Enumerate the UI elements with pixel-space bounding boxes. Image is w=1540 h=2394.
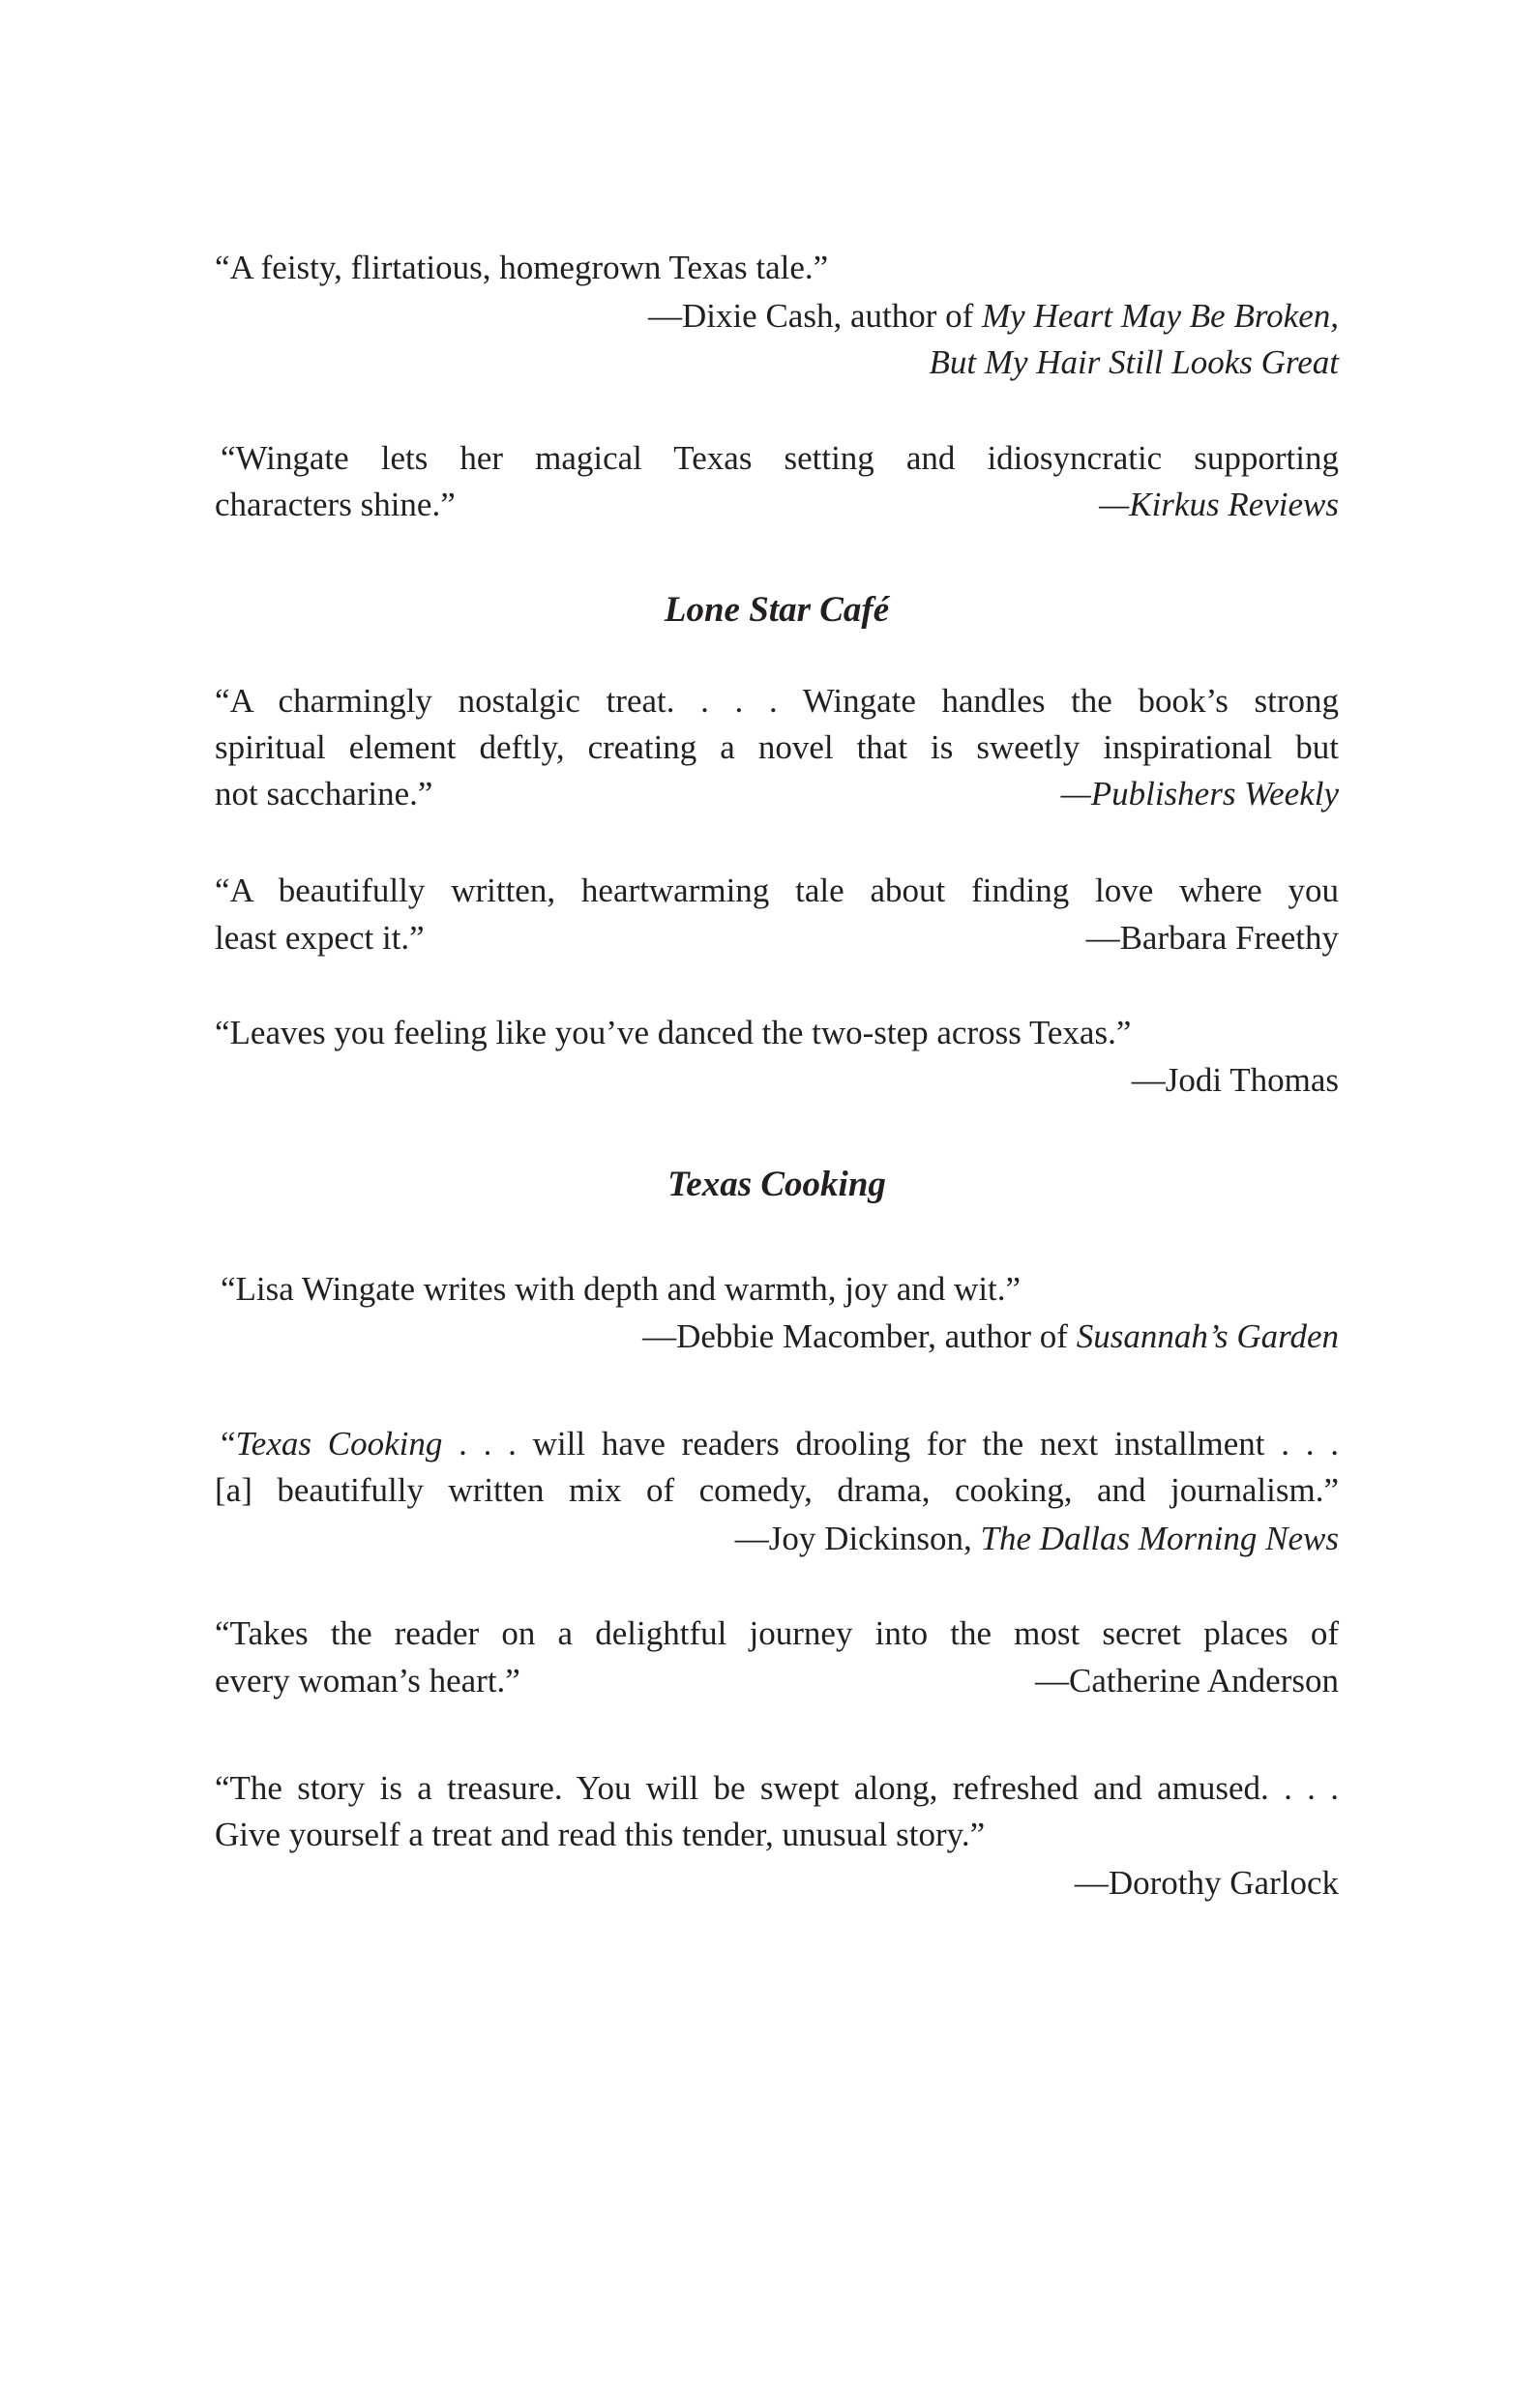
- attribution: —Publishers Weekly: [1060, 775, 1339, 813]
- quote-text: “Leaves you feeling like you’ve danced the two-step across Texas.”: [215, 1014, 1132, 1051]
- quote-mark: “: [221, 1425, 236, 1463]
- attribution: —Barbara Freethy: [1085, 919, 1339, 957]
- book-title: But My Hair Still Looks Great: [929, 343, 1339, 381]
- quote-text: “Takes the reader on a delightful journey into the most secret places of: [215, 1614, 1339, 1652]
- publication-title: The Dallas Morning News: [980, 1520, 1339, 1557]
- attribution: [215, 293, 1339, 340]
- attribution: —Jodi Thomas: [1131, 1061, 1339, 1099]
- quote-line: [215, 915, 1339, 961]
- section-heading: Lone Star Café: [664, 590, 890, 630]
- attribution-author: —Debbie Macomber, author of: [642, 1317, 1077, 1355]
- quote-line: [215, 771, 1339, 817]
- quote-text: “Lisa Wingate writes with depth and warmth, joy and wit.”: [221, 1270, 1022, 1308]
- section-heading: Texas Cooking: [667, 1165, 886, 1204]
- quote-line: [215, 1421, 1339, 1467]
- attribution-author: —Dixie Cash, author of: [647, 297, 983, 335]
- book-title: Susannah’s Garden: [1076, 1317, 1339, 1355]
- attribution-author: —Joy Dickinson,: [734, 1520, 981, 1557]
- attribution: —Dorothy Garlock: [1074, 1864, 1339, 1902]
- quote-text: not saccharine.”: [215, 775, 433, 813]
- attribution: —Catherine Anderson: [1035, 1662, 1339, 1699]
- quote-text: characters shine.”: [215, 486, 456, 523]
- quote-text: “A feisty, flirtatious, homegrown Texas tale.”: [215, 249, 829, 286]
- quote-text: “A charmingly nostalgic treat. . . . Wingate handles the book’s strong: [215, 682, 1339, 720]
- quote-text: “Wingate lets her magical Texas setting and idiosyncratic supporting: [221, 439, 1339, 477]
- quote-text: spiritual element deftly, creating a novel that is sweetly inspirational but: [215, 728, 1339, 766]
- quote-text: “The story is a treasure. You will be swept along, refreshed and amused. . . .: [215, 1769, 1339, 1807]
- attribution: [215, 1314, 1339, 1360]
- book-title: My Heart May Be Broken,: [982, 297, 1339, 335]
- quote-text: [a] beautifully written mix of comedy, drama, cooking, and journalism.”: [215, 1471, 1339, 1509]
- quote-line: [215, 482, 1339, 528]
- quote-text: “A beautifully written, heartwarming tale about finding love where you: [215, 872, 1339, 909]
- book-title: [215, 340, 1339, 386]
- attribution: —Kirkus Reviews: [1099, 486, 1339, 523]
- quote-text: Give yourself a treat and read this tender, unusual story.”: [215, 1816, 986, 1853]
- quote-text: . . . will have readers drooling for the next installment . . .: [442, 1425, 1339, 1463]
- quote-text: every woman’s heart.”: [215, 1662, 520, 1699]
- quote-text: least expect it.”: [215, 919, 425, 957]
- attribution: [215, 1516, 1339, 1562]
- quote-line: [215, 1658, 1339, 1704]
- book-title: Texas Cooking: [235, 1425, 443, 1463]
